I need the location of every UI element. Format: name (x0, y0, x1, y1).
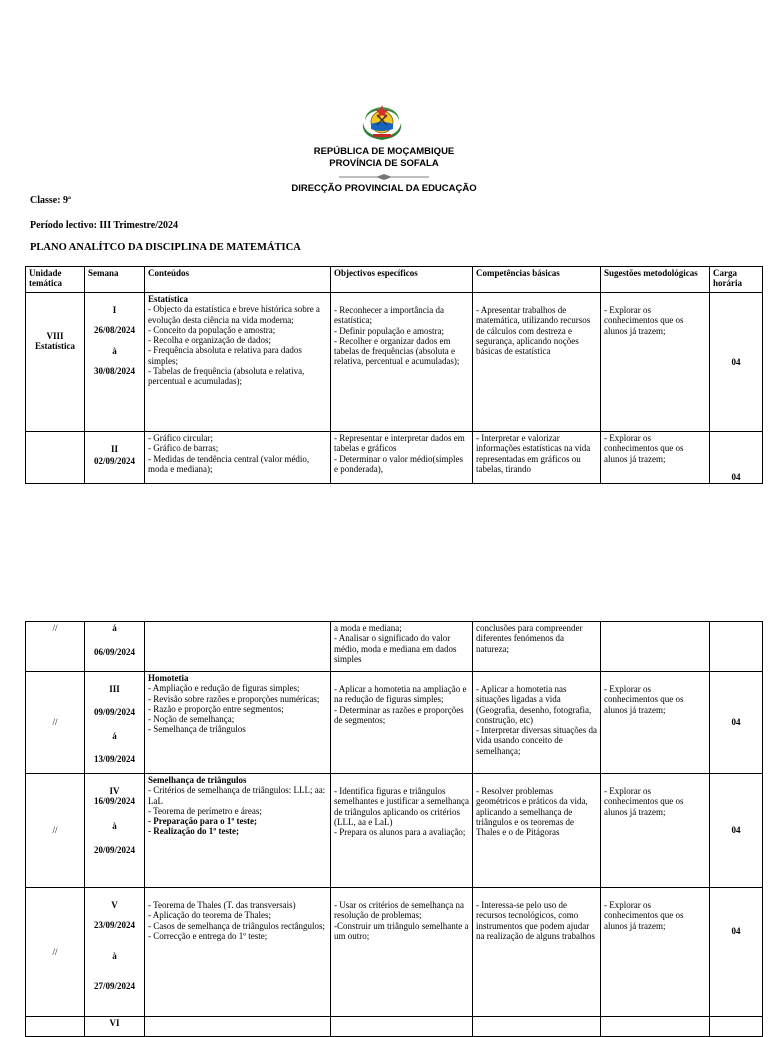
week-sep: à (112, 820, 117, 831)
objectives-text: a moda e mediana; - Analisar o significado do valor médio, moda e mediana em dados simples (334, 623, 457, 664)
suggestions-cell (601, 774, 710, 888)
competencies-cell (473, 774, 601, 888)
col-competencies: Competências básicas (473, 267, 601, 293)
week-end: 13/09/2024 (93, 753, 135, 764)
table-row (26, 622, 763, 672)
unit-cell (26, 293, 85, 432)
week-end: 20/09/2024 (93, 844, 135, 855)
objectives-text: - Representar e interpretar dados em tabelas e gráficos - Determinar o valor médio(simples e ponderada), (334, 433, 465, 474)
objectives-text: - Identifica figuras e triângulos semelhantes e justificar a semelhança de triângulos aplicando os critérios (LLL, aa e LaL) - Prepara os alunos para a avaliação; (334, 786, 469, 838)
col-unit: Unidade temática (26, 267, 85, 293)
contents-cell (145, 1017, 331, 1037)
week-end: 06/09/2024 (93, 647, 135, 658)
plan-table-page-2 (25, 621, 763, 1037)
table-row (26, 888, 763, 1017)
competencies-text: - Interpretar e valorizar informações estatísticas na vida representadas em gráficos ou tabelas, tirando (476, 433, 591, 474)
hours-cell (710, 1017, 763, 1037)
week-number: III (109, 684, 120, 694)
content-text: - Gráfico circular; - Gráfico de barras; - Medidas de tendência central (valor médio, moda e mediana); (148, 433, 310, 474)
competencies-text: - Resolver problemas geométricos e práticos da vida, aplicando a semelhança de triângulos e os teoremas de Thales e o de Pitágoras (476, 786, 588, 838)
competencies-text: - Apresentar trabalhos de matemática, utilizando recursos de cálculos com destreza e segurança, aplicando noções básicas de estatística (476, 305, 591, 357)
col-objectives: Objectivos específicos (331, 267, 473, 293)
plan-title: PLANO ANALÍTCO DA DISCIPLINA DE MATEMÁTICA (30, 242, 301, 253)
week-start: 09/09/2024 (93, 707, 135, 718)
objectives-cell (331, 432, 473, 484)
table-row (26, 1017, 763, 1037)
col-week: Semana (85, 267, 145, 293)
plan-table-page-1 (25, 266, 763, 484)
suggestions-text: - Explorar os conhecimentos que os alunos já trazem; (604, 786, 684, 817)
week-cell (85, 622, 145, 672)
content-text: - Teorema de Thales (T. das transversais) - Aplicação do teorema de Thales; - Casos de semelhança de triângulos rectângulos; - Correcção e entrega do 1º teste; (148, 900, 325, 941)
week-start: 26/08/2024 (93, 325, 135, 336)
week-sep: à (112, 950, 117, 961)
week-number: II (110, 444, 118, 454)
week-number: IV (109, 786, 120, 796)
suggestions-text: - Explorar os conhecimentos que os alunos já trazem; (604, 900, 684, 931)
week-end: 30/08/2024 (93, 365, 135, 376)
table-row (26, 293, 763, 432)
directorate-title: DIRECÇÃO PROVINCIAL DA EDUCAÇÃO (291, 183, 477, 194)
week-sep: á (112, 623, 117, 633)
contents-cell (145, 622, 331, 672)
objectives-cell (331, 622, 473, 672)
suggestions-text: - Explorar os conhecimentos que os alunos já trazem; (604, 433, 684, 464)
content-text: - Critérios de semelhança de triângulos: LLL; aa: LaL - Teorema de perímetro e áreas; (148, 785, 326, 816)
country-title: REPÚBLICA DE MOÇAMBIQUE (313, 146, 455, 157)
competencies-text: - Aplicar a homotetia nas situações ligadas a vida (Geografia, desenho, fotografia, construção, etc) - Interpretar diversas situações da vida usando conceito de semelhança; (476, 684, 597, 756)
objectives-text: - Usar os critérios de semelhança na resolução de problemas; -Construir um triângulo semelhante a um outro; (334, 900, 469, 941)
week-start: 16/09/2024 (93, 796, 135, 807)
objectives-cell (331, 774, 473, 888)
week-cell (85, 774, 145, 888)
week-end: 27/09/2024 (93, 980, 135, 991)
objectives-text: - Reconhecer a importância da estatística; - Definir população e amostra; - Recolher e organizar dados em tabelas de frequências (absoluta e relativa, percentual e acumuladas); (334, 305, 460, 367)
col-contents: Conteúdos (145, 267, 331, 293)
week-cell (85, 293, 145, 432)
contents-cell (145, 293, 331, 432)
hours-cell: 04 (710, 432, 763, 484)
hours-cell: 04 (710, 888, 763, 1017)
unit-cell: // (26, 774, 85, 888)
week-start: 23/09/2024 (93, 920, 135, 931)
table-row (26, 432, 763, 484)
week-cell (85, 672, 145, 774)
objectives-cell (331, 293, 473, 432)
class-label: Classe: 9ª (30, 195, 72, 206)
contents-cell (145, 432, 331, 484)
objectives-cell (331, 1017, 473, 1037)
content-bold-text: - Preparação para o 1º teste; - Realização do 1º teste; (148, 816, 258, 837)
suggestions-cell (601, 432, 710, 484)
province-title: PROVÍNCIA DE SOFALA (329, 158, 439, 169)
hours-cell: 04 (710, 774, 763, 888)
unit-name: Estatística (35, 341, 75, 352)
suggestions-cell (601, 1017, 710, 1037)
week-start: 02/09/2024 (93, 456, 135, 467)
unit-number: VIII (46, 331, 64, 341)
hours-cell (710, 622, 763, 672)
coat-of-arms-emblem (359, 101, 405, 141)
table-row (26, 672, 763, 774)
contents-cell (145, 774, 331, 888)
suggestions-cell (601, 622, 710, 672)
content-title: Homotetia (148, 673, 189, 683)
week-sep: à (112, 345, 117, 356)
period-label: Período lectivo: III Trimestre/2024 (30, 220, 179, 231)
table-row (26, 774, 763, 888)
competencies-cell (473, 622, 601, 672)
suggestions-cell (601, 293, 710, 432)
objectives-cell (331, 672, 473, 774)
week-cell (85, 888, 145, 1017)
content-title: Semelhança de triângulos (148, 775, 247, 785)
week-cell (85, 432, 145, 484)
unit-cell: // (26, 888, 85, 1017)
competencies-cell (473, 432, 601, 484)
unit-cell: // (26, 622, 85, 672)
header-divider (339, 174, 429, 180)
content-title: Estatística (148, 294, 188, 304)
hours-cell: 04 (710, 672, 763, 774)
week-number: I (112, 305, 117, 315)
competencies-cell (473, 888, 601, 1017)
suggestions-cell (601, 888, 710, 1017)
competencies-cell (473, 1017, 601, 1037)
competencies-cell (473, 672, 601, 774)
hours-cell: 04 (710, 293, 763, 432)
competencies-text: - Interessa-se pelo uso de recursos tecnológicos, como instrumentos que podem ajudar na realização de alguns trabalhos (476, 900, 595, 941)
week-cell: VI (85, 1017, 145, 1037)
suggestions-text: - Explorar os conhecimentos que os alunos já trazem; (604, 305, 684, 336)
week-number: V (111, 900, 118, 910)
unit-cell: // (26, 672, 85, 774)
content-text: - Ampliação e redução de figuras simples; - Revisão sobre razões e proporções numéricas; - Razão e proporção entre segmentos; - Noção de semelhança; - Semelhança de triângulos (148, 683, 320, 735)
col-suggestions: Sugestões metodológicas (601, 267, 710, 293)
objectives-cell (331, 888, 473, 1017)
competencies-cell (473, 293, 601, 432)
col-hours: Carga horária (710, 267, 763, 293)
objectives-text: - Aplicar a homotetia na ampliação e na redução de figuras simples; - Determinar as razões e proporções de segmentos; (334, 684, 467, 725)
suggestions-cell (601, 672, 710, 774)
content-text: - Objecto da estatística e breve histórica sobre a evolução desta ciência na vida moderna; - Conceito da população e amostra; - Recolha e organização de dados; - Frequência absoluta e relativa para dados simples; - Tabelas de frequência (absoluta e relativa, percentual e acumuladas); (148, 304, 320, 387)
contents-cell (145, 888, 331, 1017)
table-header-row (26, 267, 763, 293)
unit-cell (26, 432, 85, 484)
suggestions-text: - Explorar os conhecimentos que os alunos já trazem; (604, 684, 684, 715)
contents-cell (145, 672, 331, 774)
unit-cell (26, 1017, 85, 1037)
week-sep: á (112, 730, 117, 741)
competencies-text: conclusões para compreender diferentes fenómenos da natureza; (476, 623, 583, 654)
